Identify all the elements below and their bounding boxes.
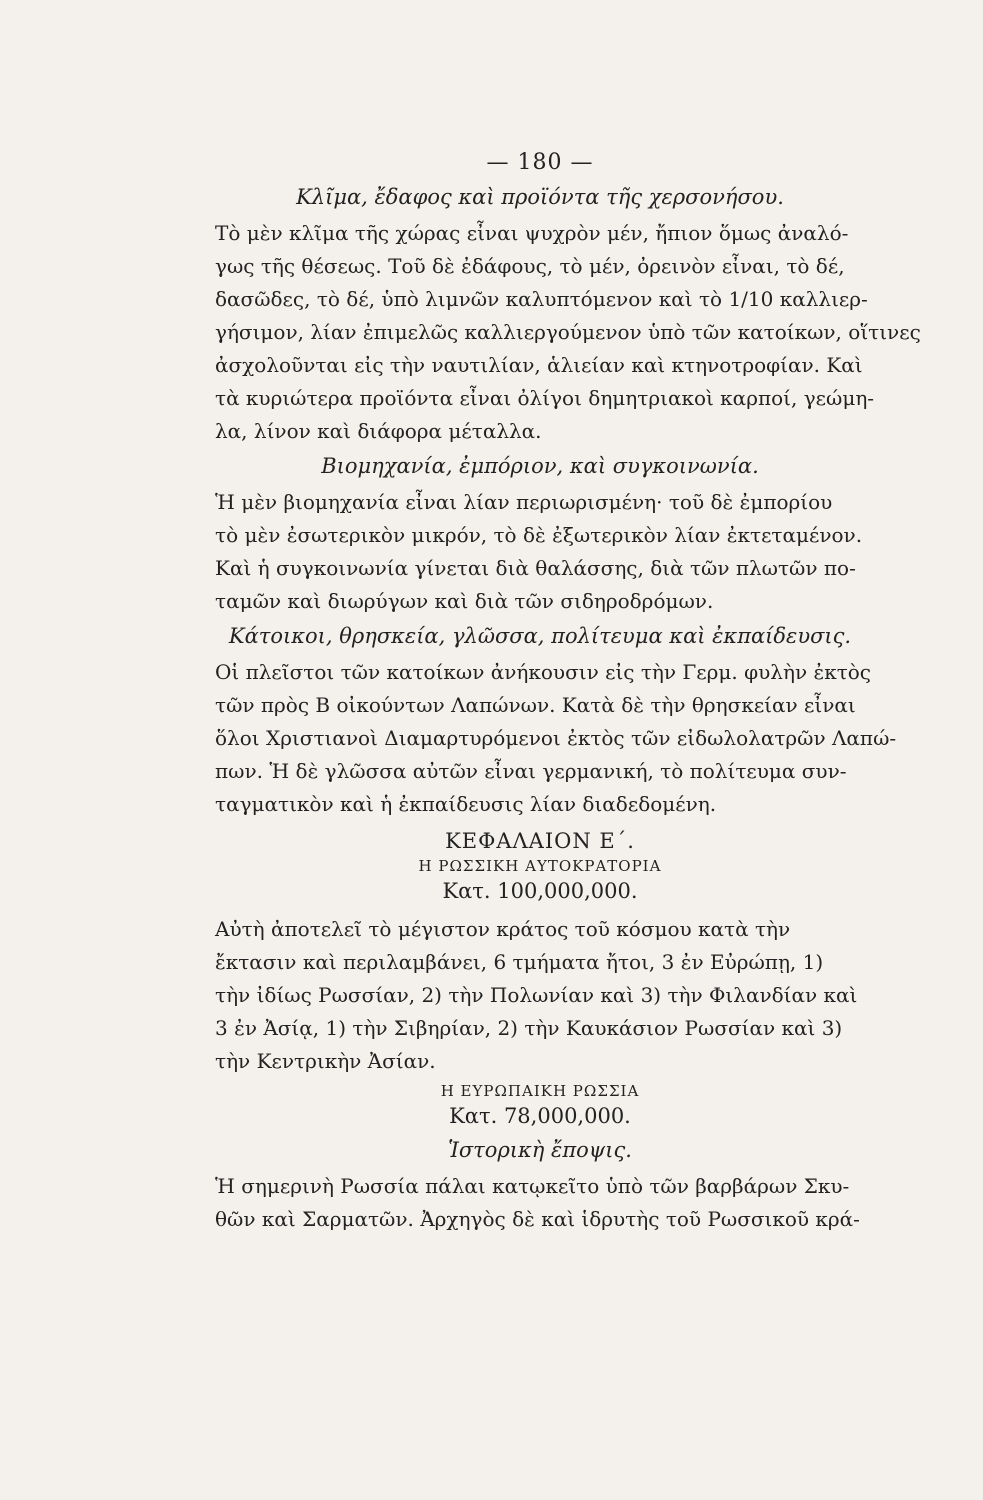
text-line: Καὶ ἡ συγκοινωνία γίνεται διὰ θαλάσσης, διὰ τῶν πλωτῶν πο-: [215, 556, 856, 580]
text-line: γήσιμον, λίαν ἐπιμελῶς καλλιεργούμενον ὑπὸ τῶν κατοίκων, οἵτινες: [215, 320, 921, 344]
text-line: Ἡ μὲν βιομηχανία εἶναι λίαν περιωρισμένη· τοῦ δὲ ἐμπορίου: [215, 490, 833, 514]
russia-population: Κατ. 100,000,000.: [442, 879, 638, 903]
text-line: Αὐτὴ ἀποτελεῖ τὸ μέγιστον κράτος τοῦ κόσμου κατὰ τὴν: [215, 917, 791, 941]
text-line: πων. Ἡ δὲ γλῶσσα αὐτῶν εἶναι γερμανική, τὸ πολίτευμα συν-: [215, 759, 847, 783]
text-line: ὅλοι Χριστιανοὶ Διαμαρτυρόμενοι ἐκτὸς τῶν εἰδωλολατρῶν Λαπώ-: [215, 726, 897, 750]
historical-heading: Ἱστορικὴ ἔποψις.: [448, 1138, 632, 1162]
page-text-block: [215, 150, 921, 1236]
text-line: Τὸ μὲν κλῖμα τῆς χώρας εἶναι ψυχρὸν μέν, ἤπιον ὅμως ἀναλό-: [215, 221, 849, 245]
text-line: τὴν Κεντρικὴν Ἀσίαν.: [215, 1049, 436, 1073]
climate-heading: Κλῖμα, ἔδαφος καὶ προϊόντα τῆς χερσονήσου.: [296, 185, 784, 209]
text-line: 3 ἐν Ἀσίᾳ, 1) τὴν Σιβηρίαν, 2) τὴν Καυκάσιον Ρωσσίαν καὶ 3): [215, 1016, 843, 1040]
climate-paragraph: [215, 217, 921, 448]
inhabitants-heading: Κάτοικοι, θρησκεία, γλῶσσα, πολίτευμα καὶ ἐκπαίδευσις.: [228, 624, 852, 648]
european-russia-population: Κατ. 78,000,000.: [449, 1104, 631, 1128]
industry-heading: Βιομηχανία, ἐμπόριον, καὶ συγκοινωνία.: [321, 454, 759, 478]
inhabitants-paragraph: [215, 656, 897, 821]
industry-paragraph: [215, 486, 865, 618]
chapter-heading: ΚΕΦΑΛΑΙΟΝ Ε΄.: [445, 829, 635, 853]
text-line: ἔκτασιν καὶ περιλαμβάνει, 6 τμήματα ἤτοι, 3 ἐν Εὐρώπῃ, 1): [215, 950, 824, 974]
text-line: ἀσχολοῦνται εἰς τὴν ναυτιλίαν, ἁλιείαν καὶ κτηνοτροφίαν. Καὶ: [215, 353, 863, 377]
text-line: Οἱ πλεῖστοι τῶν κατοίκων ἀνήκουσιν εἰς τὴν Γερμ. φυλὴν ἐκτὸς: [215, 660, 872, 684]
russia-heading: Η ΡΩΣΣΙΚΗ ΑΥΤΟΚΡΑΤΟΡΙΑ: [418, 857, 662, 875]
european-russia-heading: Η ΕΥΡΩΠΑΙΚΗ ΡΩΣΣΙΑ: [440, 1082, 640, 1100]
historical-paragraph: [215, 1170, 865, 1236]
page-number: — 180 —: [486, 150, 594, 175]
text-line: τὰ κυριώτερα προϊόντα εἶναι ὀλίγοι δημητριακοὶ καρποί, γεώμη-: [215, 386, 875, 410]
text-line: γως τῆς θέσεως. Τοῦ δὲ ἐδάφους, τὸ μέν, ὀρεινὸν εἶναι, τὸ δέ,: [215, 254, 845, 278]
russia-paragraph: [215, 913, 865, 1078]
text-line: τῶν πρὸς Β οἰκούντων Λαπώνων. Κατὰ δὲ τὴν θρησκείαν εἶναι: [215, 693, 856, 717]
text-line: τὸ μὲν ἐσωτερικὸν μικρόν, τὸ δὲ ἐξωτερικὸν λίαν ἐκτεταμένον.: [215, 523, 863, 547]
text-line: δασῶδες, τὸ δέ, ὑπὸ λιμνῶν καλυπτόμενον καὶ τὸ 1/10 καλλιερ-: [215, 287, 868, 311]
text-line: λα, λίνον καὶ διάφορα μέταλλα.: [215, 419, 542, 443]
text-line: τὴν ἰδίως Ρωσσίαν, 2) τὴν Πολωνίαν καὶ 3) τὴν Φιλανδίαν καὶ: [215, 983, 858, 1007]
text-line: ταμῶν καὶ διωρύγων καὶ διὰ τῶν σιδηροδρόμων.: [215, 589, 714, 613]
text-line: ταγματικὸν καὶ ἡ ἐκπαίδευσις λίαν διαδεδομένη.: [215, 792, 717, 816]
text-line: θῶν καὶ Σαρματῶν. Ἀρχηγὸς δὲ καὶ ἱδρυτὴς τοῦ Ρωσσικοῦ κρά-: [215, 1207, 860, 1231]
text-line: Ἡ σημερινὴ Ρωσσία πάλαι κατῳκεῖτο ὑπὸ τῶν βαρβάρων Σκυ-: [215, 1174, 850, 1198]
